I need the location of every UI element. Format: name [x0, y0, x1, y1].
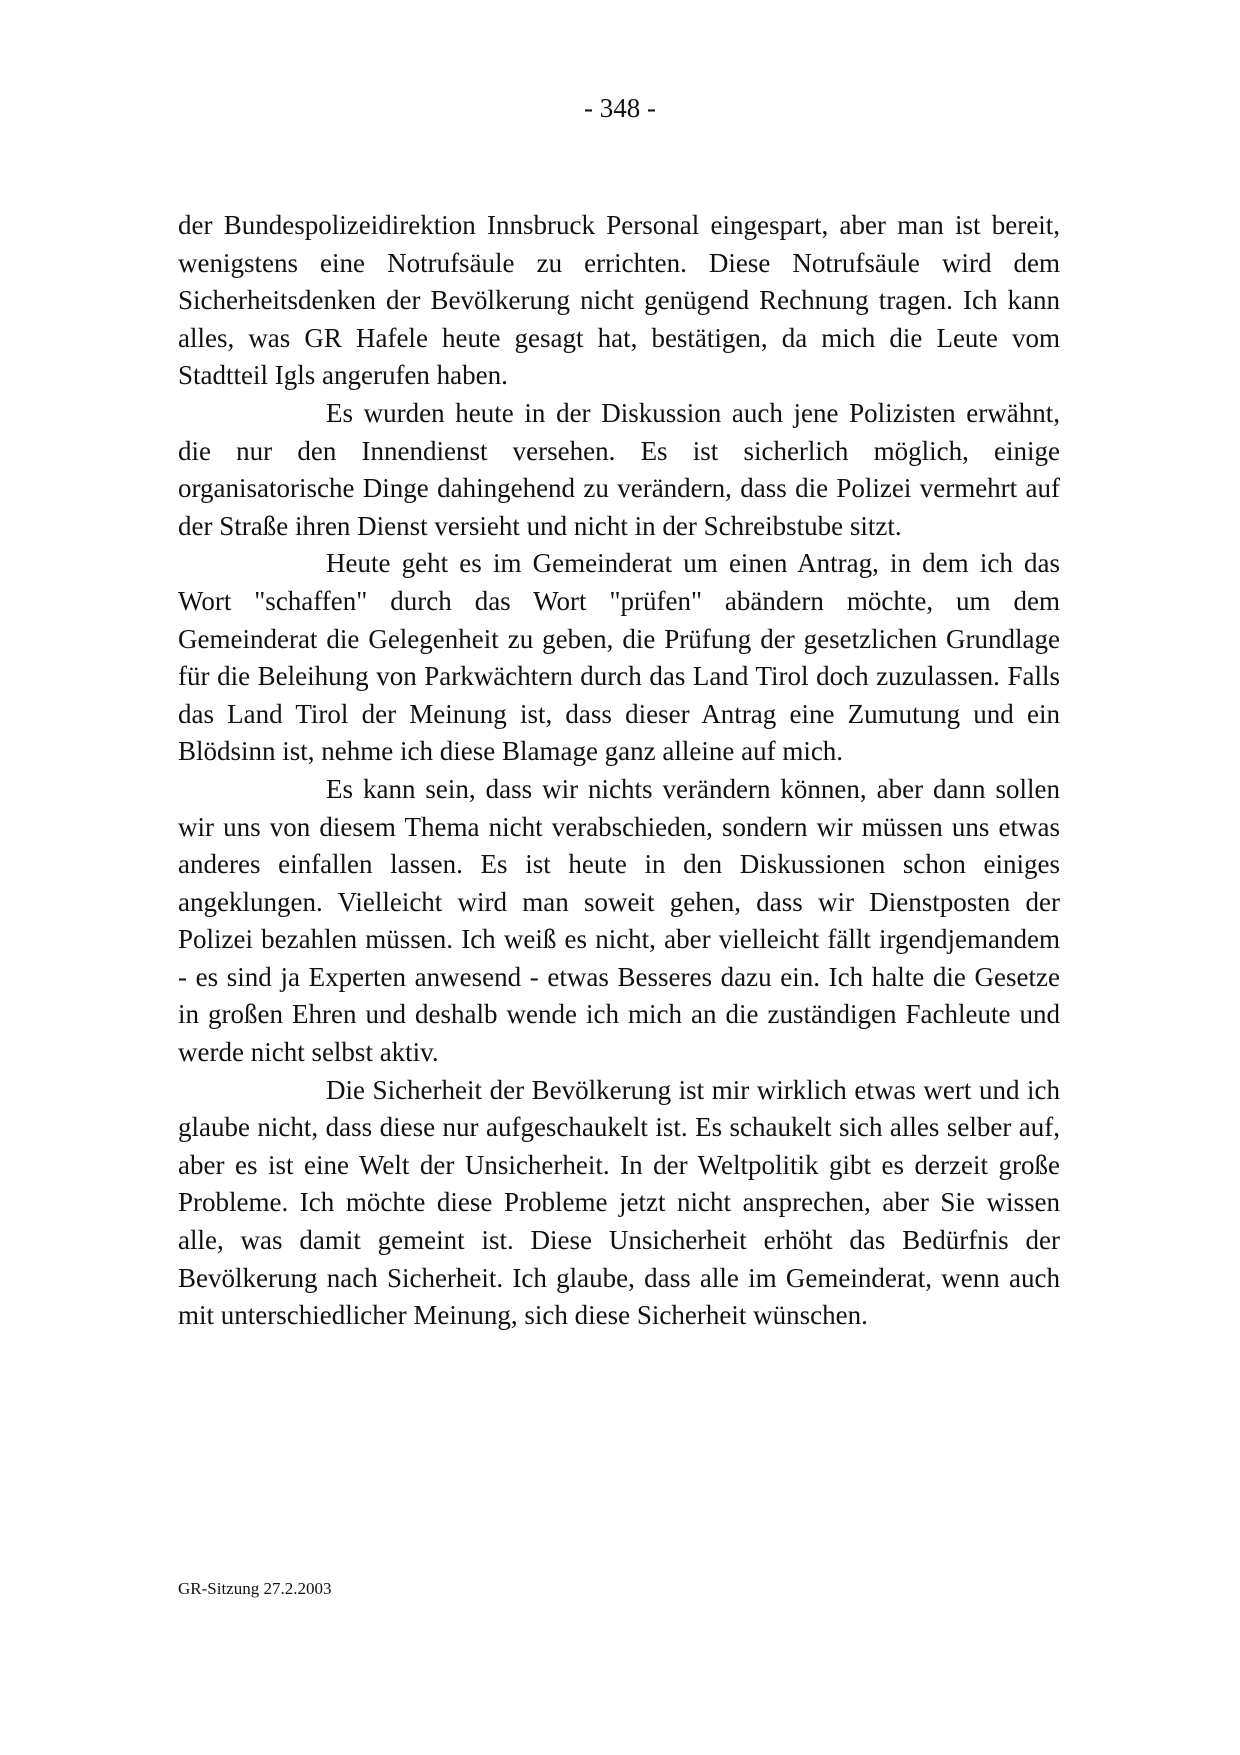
paragraph: Es kann sein, dass wir nichts verändern können, aber dann sollen wir uns von diesem Thema nicht verabschieden, sondern wir müssen uns etwas anderes einfallen lassen. Es ist heute in den Diskussionen schon einiges angeklungen. Vielleicht wird man soweit gehen, dass wir Dienstposten der Polizei bezahlen müssen. Ich weiß es nicht, aber vielleicht fällt irgendjemandem - es sind ja Experten anwesend - etwas Besseres dazu ein. Ich halte die Gesetze in großen Ehren und deshalb wende ich mich an die zuständigen Fachleute und werde nicht selbst aktiv. [178, 773, 1060, 1068]
paragraph: Heute geht es im Gemeinderat um einen Antrag, in dem ich das Wort "schaffen" durch das Wort "prüfen" abändern möchte, um dem Gemeinderat die Gelegenheit zu geben, die Prüfung der gesetzlichen Grundlage für die Beleihung von Parkwächtern durch das Land Tirol doch zuzulassen. Falls das Land Tirol der Meinung ist, dass dieser Antrag eine Zumutung und ein Blödsinn ist, nehme ich diese Blamage ganz alleine auf mich. [178, 548, 1060, 767]
paragraph: der Bundespolizeidirektion Innsbruck Personal eingespart, aber man ist bereit, wenigstens eine Notrufsäule zu errichten. Diese Notrufsäule wird dem Sicherheitsdenken der Bevölkerung nicht genügend Rechnung tragen. Ich kann alles, was GR Hafele heute gesagt hat, bestätigen, da mich die Leute vom Stadtteil Igls angerufen haben. [178, 210, 1060, 391]
page-number: - 348 - [584, 93, 656, 123]
body-text [178, 207, 1060, 1335]
paragraph: Es wurden heute in der Diskussion auch jene Polizisten erwähnt, die nur den Innendienst versehen. Es ist sicherlich möglich, einige organisatorische Dinge dahingehend zu verändern, dass die Polizei vermehrt auf der Straße ihren Dienst versieht und nicht in der Schreibstube sitzt. [178, 397, 1060, 541]
footer-session-label: GR-Sitzung 27.2.2003 [178, 1579, 332, 1598]
paragraph: Die Sicherheit der Bevölkerung ist mir wirklich etwas wert und ich glaube nicht, dass diese nur aufgeschaukelt ist. Es schaukelt sich alles selber auf, aber es ist eine Welt der Unsicherheit. In der Weltpolitik gibt es derzeit große Probleme. Ich möchte diese Probleme jetzt nicht ansprechen, aber Sie wissen alle, was damit gemeint ist. Diese Unsicherheit erhöht das Bedürfnis der Bevölkerung nach Sicherheit. Ich glaube, dass alle im Gemeinderat, wenn auch mit unterschiedlicher Meinung, sich diese Sicherheit wünschen. [178, 1074, 1060, 1331]
